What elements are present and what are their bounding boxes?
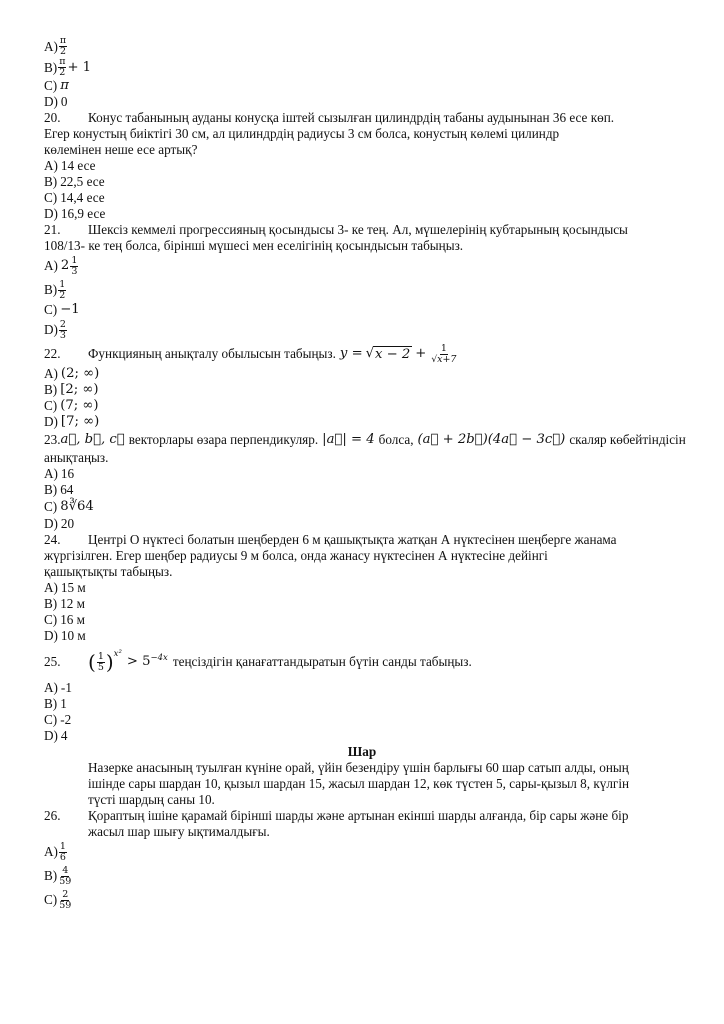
q25-option-a: A) -1 [44, 680, 72, 695]
q24-option-c: C) 16 м [44, 612, 86, 627]
question-number: 26. [44, 808, 61, 823]
question-number: 20. [44, 110, 61, 125]
document-page [44, 35, 686, 912]
q22-option-b: B) [2; ∞) [44, 382, 99, 397]
q26-option-b: B) $\frac{4}{59}$ [44, 864, 72, 887]
question-number: 21. [44, 222, 61, 237]
q21-line-1: 21. Шексіз кеммелі прогрессияның қосындысы 3- ке тең. Ал, мүшелерінің кубтарының қосындысы [44, 222, 628, 237]
q24-line-3: қашықтықты табыңыз. [44, 564, 173, 579]
q20-line-3: көлемінен неше есе артық? [44, 142, 198, 157]
q21-option-d: D) $\frac{2}{3}$ [44, 318, 66, 341]
q23-option-c: C) 8∛64 [44, 499, 94, 514]
q26-option-c: C) $\frac{2}{59}$ [44, 888, 72, 911]
q20-option-b: B) 22,5 есе [44, 174, 105, 189]
q20-option-a: A) 14 есе [44, 158, 96, 173]
q19-option-b: B) $\frac{\pi}{2}$ + 1 [44, 56, 92, 78]
question-number: 23. [44, 432, 61, 447]
section-text-line-1: Назерке анасының туылған күніне орай, үйін безендіру үшін барлығы 60 шар сатып алды, оның [88, 760, 629, 775]
q25-option-c: C) -2 [44, 712, 72, 727]
q21-line-2: 108/13- ке тең болса, бірінші мүшесі мен еселігінің қосындысын табыңыз. [44, 238, 464, 253]
q19-option-c: C) π [44, 78, 69, 93]
q19-option-a: A) $\frac{\pi}{2}$ [44, 35, 67, 57]
q19-option-d: D) 0 [44, 94, 68, 109]
fraction: $\frac{\pi}{2}$ [59, 35, 67, 57]
q22-option-a: A) (2; ∞) [44, 366, 100, 381]
question-number: 25. [44, 654, 61, 669]
q22-line-1: 22. Функцияның анықталу обылысын табыңыз. y = √ x − 2 + $\frac{1}{√x+7}$ [44, 342, 457, 365]
q24-option-a: A) 15 м [44, 580, 86, 595]
q24-line-1: 24. Центрі О нүктесі болатын шеңберден 6 м қашықтықта жатқан А нүктесінен шеңберге жанама [44, 532, 617, 547]
fraction: $\frac{\pi}{2}$ [59, 56, 66, 78]
q23-option-a: A) 16 [44, 466, 75, 481]
q20-line-1: 20. Конус табанының ауданы конусқа іштей сызылған цилиндрдің табаны аудынынан 36 есе көп. [44, 110, 615, 125]
q22-option-d: D) [7; ∞) [44, 414, 100, 429]
q21-option-a: A) 2 $\frac{1}{3}$ [44, 254, 78, 277]
q23-option-b: B) 64 [44, 482, 74, 497]
question-number: 24. [44, 532, 61, 547]
q20-option-c: C) 14,4 есе [44, 190, 105, 205]
q25-option-d: D) 4 [44, 728, 68, 743]
q26-line-2: жасыл шар шығу ықтималдығы. [88, 824, 270, 839]
question-number: 22. [44, 346, 61, 361]
q23-option-d: D) 20 [44, 516, 75, 531]
q22-option-c: C) (7; ∞) [44, 398, 99, 413]
q26-option-a: A) $\frac{1}{6}$ [44, 840, 66, 863]
q24-option-d: D) 10 м [44, 628, 86, 643]
q24-line-2: жүргізілген. Егер шеңбер радиусы 9 м болса, онда жанасу нүктесінен А нүктесіне дейінгі [44, 548, 548, 563]
q23-line-2: анықтаңыз. [44, 450, 109, 465]
q26-line-1: 26. Қораптың ішіне қарамай бірінші шарды және артынан екінші шарды алғанда, бір сары және бір [44, 808, 629, 823]
section-text-line-3: түсті шардың саны 10. [88, 792, 215, 807]
q24-option-b: B) 12 м [44, 596, 86, 611]
q25-line-1: 25. ( $\frac{1}{5}$ ) $^{x^2}$ > 5 $^{-4x}$ теңсіздігін қанағаттандыратын бүтін санды табыңыз. [44, 649, 472, 674]
q21-option-b: B) $\frac{1}{2}$ [44, 278, 66, 301]
q21-option-c: C) −1 [44, 302, 80, 317]
q25-option-b: B) 1 [44, 696, 67, 711]
q23-line-1: 23. a⃗, b⃗, c⃗ векторлары өзара перпендикуляр. |a⃗| = 4 болса, (a⃗ + 2b⃗)(4a⃗ − 3c⃗) скаляр көбейтіндісін [44, 432, 686, 447]
q20-line-2: Егер конустың биіктігі 30 см, ал цилиндрдің радиусы 3 см болса, конустың көлемі цилиндр [44, 126, 560, 141]
section-text-line-2: ішінде сары шардан 10, қызыл шардан 15, жасыл шардан 12, көк түстен 5, сары-қызыл 8, күлгін [88, 776, 630, 791]
section-title: Шар [347, 744, 377, 759]
q20-option-d: D) 16,9 есе [44, 206, 106, 221]
